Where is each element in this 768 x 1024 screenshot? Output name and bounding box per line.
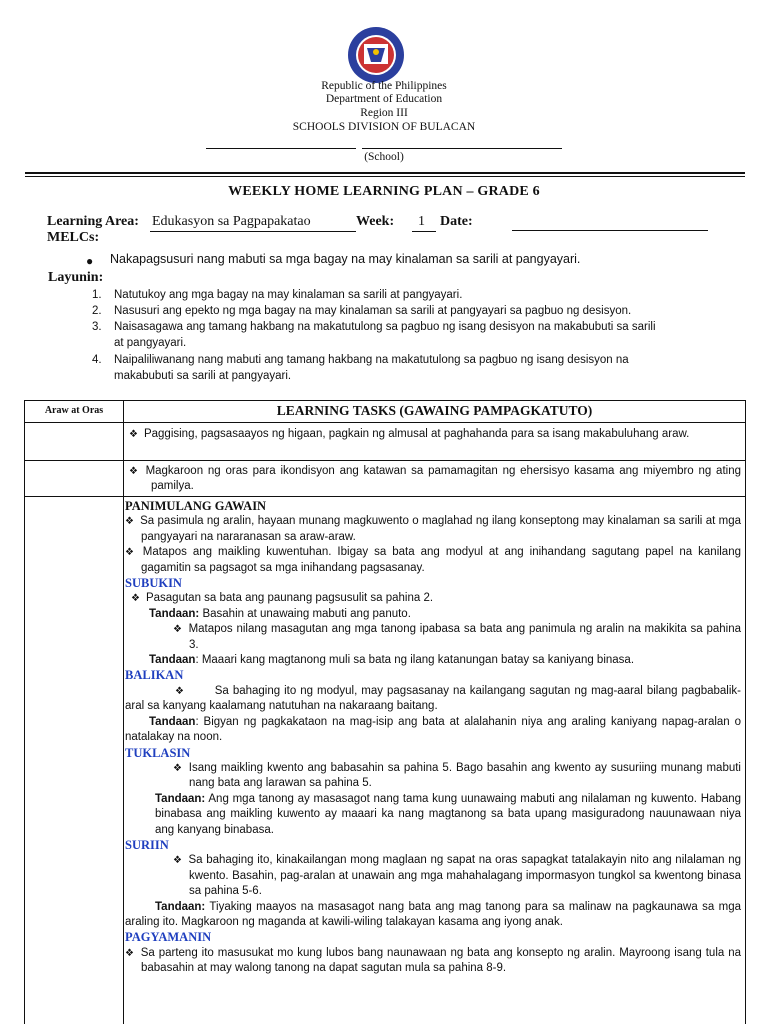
objective-item: Naisasagawa ang tamang hakbang na makatutulong sa pagbuo ng isang desisyon na makabubuti sa sarili bbox=[114, 321, 656, 333]
date-underline bbox=[512, 230, 708, 231]
diamond-bullet-icon: ❖ bbox=[129, 466, 140, 477]
row-divider bbox=[25, 422, 745, 423]
row-divider bbox=[25, 460, 745, 461]
table-row: ❖ Paggising, pagsasaayos ng higaan, pagkain ng almusal at paghahanda para sa isang makabuluhang araw. bbox=[129, 428, 690, 440]
melc-item: Nakapagsusuri nang mabuti sa mga bagay na may kinalaman sa sarili at pangyayari. bbox=[110, 252, 581, 266]
row-divider bbox=[25, 496, 745, 497]
melcs-label: MELCs: bbox=[47, 230, 100, 245]
objective-number: 4. bbox=[92, 354, 102, 366]
section-heading-balikan: BALIKAN bbox=[125, 668, 184, 683]
school-underline bbox=[206, 148, 356, 149]
bullet-dot-icon: ● bbox=[86, 254, 94, 268]
diamond-bullet-icon: ❖ bbox=[173, 762, 183, 774]
section-heading-pagyamanin: PAGYAMANIN bbox=[125, 930, 212, 945]
diamond-bullet-icon: ❖ bbox=[129, 429, 138, 440]
section-heading-panimula: PANIMULANG GAWAIN bbox=[125, 499, 267, 513]
learning-area-underline bbox=[150, 231, 356, 232]
col-header-tasks: LEARNING TASKS (GAWAING PAMPAGKATUTO) bbox=[276, 403, 593, 418]
date-label: Date: bbox=[440, 214, 473, 229]
objective-item-cont: makabubuti sa sarili at pangyayari. bbox=[114, 370, 292, 382]
objective-item: Naipaliliwanang nang mabuti ang tamang hakbang na makatutulong sa pagbuo ng isang desisyon na bbox=[114, 354, 629, 366]
week-underline bbox=[412, 231, 436, 232]
diamond-bullet-icon: ❖ bbox=[131, 593, 140, 605]
diamond-bullet-icon: ❖ bbox=[173, 855, 183, 867]
diamond-bullet-icon: ❖ bbox=[125, 516, 135, 528]
learning-tasks-table bbox=[24, 400, 746, 1024]
week-label: Week: bbox=[356, 214, 395, 229]
header-divider-thick bbox=[25, 172, 745, 174]
diamond-bullet-icon: ❖ bbox=[173, 624, 183, 636]
department-line: Department of Education bbox=[325, 93, 443, 105]
table-row: ❖ Magkaroon ng oras para ikondisyon ang katawan sa pamamagitan ng ehersisyo kasama ang miyembro ng ating pamilya. bbox=[129, 465, 741, 492]
objective-item: Natutukoy ang mga bagay na may kinalaman sa sarili at pangyayari. bbox=[114, 289, 463, 301]
school-underline-2 bbox=[362, 148, 562, 149]
diamond-bullet-icon: ❖ bbox=[125, 547, 137, 559]
page-title: WEEKLY HOME LEARNING PLAN – GRADE 6 bbox=[228, 184, 540, 199]
objective-item-cont: at pangyayari. bbox=[114, 337, 187, 349]
diamond-bullet-icon: ❖ bbox=[175, 685, 185, 697]
layunin-label: Layunin: bbox=[48, 270, 104, 285]
deped-seal-icon bbox=[347, 26, 405, 84]
header-divider-thin bbox=[25, 176, 745, 177]
objective-item: Nasusuri ang epekto ng mga bagay na may kinalaman sa sarili at pangyayari sa pagbuo ng desisyon. bbox=[114, 305, 632, 317]
division-line: SCHOOLS DIVISION OF BULACAN bbox=[292, 121, 476, 133]
column-divider bbox=[123, 401, 124, 1024]
week-value: 1 bbox=[418, 214, 425, 229]
republic-line: Republic of the Philippines bbox=[321, 80, 447, 92]
region-line: Region III bbox=[360, 107, 408, 119]
learning-tasks-cell: PANIMULANG GAWAIN ❖ Sa pasimula ng aralin, hayaan munang magkuwento o maglahad ng ilang konseptong may kinalaman sa sarili at mga pangyayari na nararanasan sa araw-araw. ❖ Matapos ang maikling kuwentuhan. Ibigay sa bata ang modyul at ang inihandang sagutang papel na kanilang gagamitin sa pagsagot sa mga inihandang pagsasanay. SUBUKIN ❖ Pasagutan sa bata ang paunang pagsusulit sa pahina 2. Tandaan: Basahin at unawaing mabuti ang panuto. ❖ Matapos nilang masagutan ang mga tanong ipabasa sa bata ang panimula ng aralin na makikita sa pahina 3. Tandaan: Maaari kang magtanong muli sa bata ng ilang katanungan batay sa kaniyang binasa. BALIKAN ❖ Sa bahaging ito ng modyul, may pagsasanay na kailangang sagutan ng mag-aaral bilang pagbabalik-aral sa kanyang kaalamang natutuhan na nakaraang baitang. Tandaan: Bigyan ng pagkakataon na mag-isip ang bata at alalahanin niya ang araling kaniyang napag-aralan o natalakay na noon. TUKLASIN ❖ Isang maikling kwento ang babasahin sa pahina 5. Bago basahin ang kwento ay susuriing munang mabuti nang bata ang larawan sa pahina 5. Tandaan: Ang mga tanong ay masasagot nang tama kung uunawaing mabuti ang nilalaman ng kuwento. Habang binabasa ang maikling kuwento ay maaari ka nang magtanong sa bata upang masiguradong nauunawaan niya ang kanyang binabasa. SURIIN ❖ Sa bahaging ito, kinakailangan mong maglaan ng sapat na oras sapagkat tatalakayin nito ang nilalaman ng kwento. Basahin, pag-aralan at unawain ang mga mahahalagang impormasyon tungkol sa kwentong binasa sa pahina 5-6. Tandaan: Tiyaking maayos na masasagot nang bata ang mag tanong para sa malinaw na pagkaunawa sa mga araling ito. Magkaroon ng maganda at kawili-wiling talakayan kasama ang iyong anak. PAGYAMANIN ❖ Sa parteng ito masusukat mo kung lubos bang naunawaan ng bata ang konsepto ng aralin. Mayroong isang tula na babasahin at may walong tanong na dapat sagutan mula sa pahina 8-9. bbox=[125, 499, 742, 975]
school-label: (School) bbox=[364, 151, 404, 163]
section-heading-subukin: SUBUKIN bbox=[125, 576, 182, 591]
objective-number: 2. bbox=[92, 305, 102, 317]
col-header-araw: Araw at Oras bbox=[44, 405, 104, 416]
diamond-bullet-icon: ❖ bbox=[125, 947, 135, 959]
learning-area-label: Learning Area: bbox=[47, 214, 139, 229]
section-heading-suriin: SURIIN bbox=[125, 837, 169, 852]
objective-number: 1. bbox=[92, 289, 102, 301]
objective-number: 3. bbox=[92, 321, 102, 333]
learning-area-value: Edukasyon sa Pagpapakatao bbox=[152, 214, 311, 229]
section-heading-tuklasin: TUKLASIN bbox=[125, 745, 191, 760]
